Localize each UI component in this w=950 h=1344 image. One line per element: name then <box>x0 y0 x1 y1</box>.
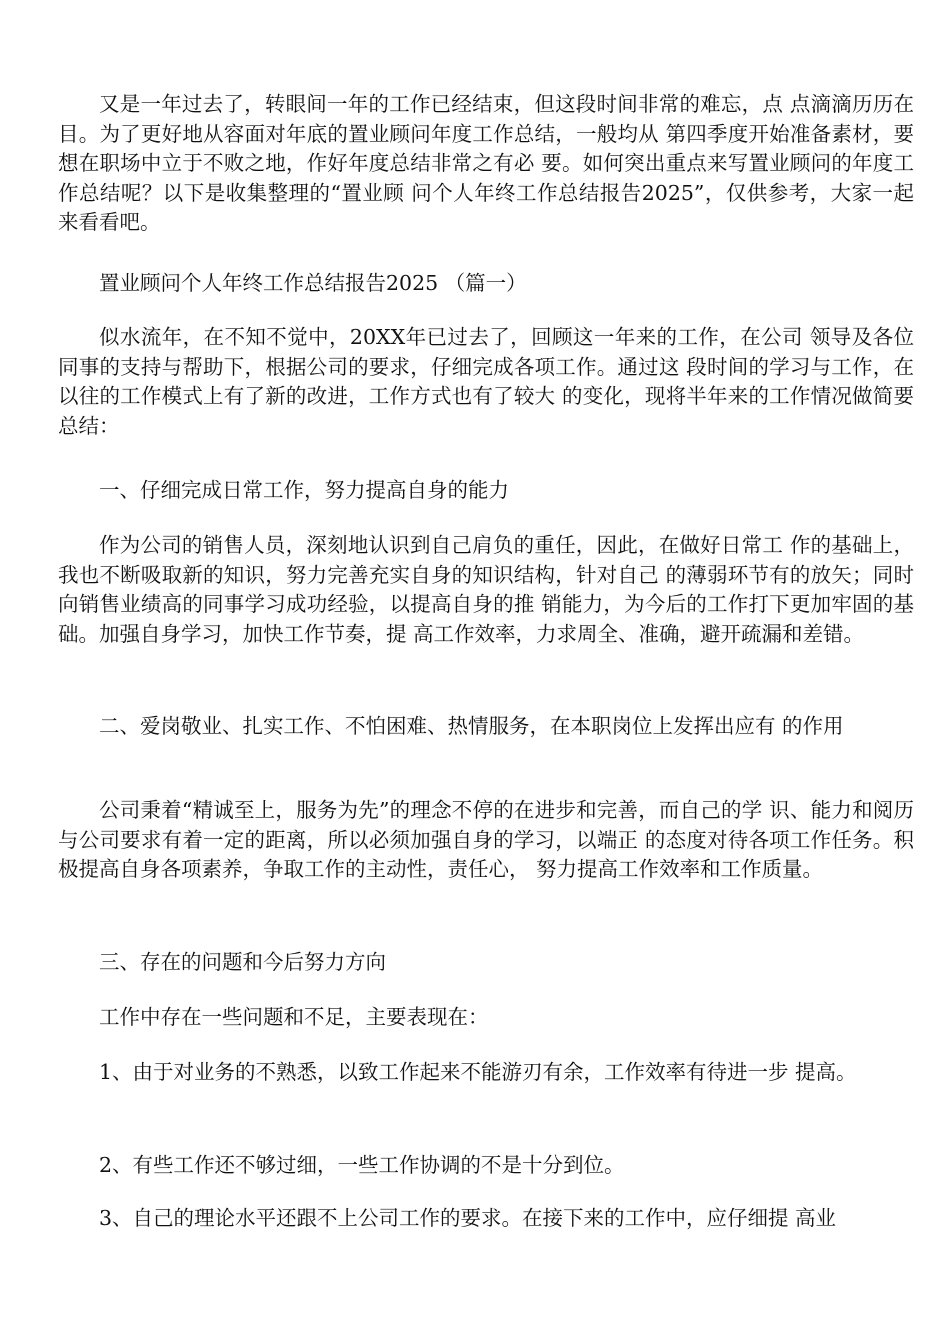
list-item-2: 2、有些工作还不够过细，一些工作协调的不是十分到位。 <box>99 1153 625 1177</box>
section-heading-2: 二、爱岗敬业、扎实工作、不怕困难、热情服务，在本职岗位上发挥出应有 的作用 <box>99 714 844 738</box>
list-item-1: 1、由于对业务的不熟悉，以致工作起来不能游刃有余，工作效率有待进一步 提高。 <box>99 1060 857 1084</box>
article-title: 置业顾问个人年终工作总结报告2025 （篇一） <box>99 271 527 295</box>
body-paragraph: 似水流年，在不知不觉中，20XX年已过去了，回顾这一年来的工作，在公司 领导及各位同事的支持与帮助下，根据公司的要求，仔细完成各项工作。通过这 段时间的学习与工作，在以往的工作模式上有了新的改进，工作方式也有了较大 的变化，现将半年来的工作情况做简要总结： <box>58 325 914 438</box>
document-page <box>58 0 914 1344</box>
body-paragraph: 工作中存在一些问题和不足，主要表现在： <box>99 1005 489 1029</box>
section-heading-3: 三、存在的问题和今后努力方向 <box>99 950 386 974</box>
intro-paragraph: 又是一年过去了，转眼间一年的工作已经结束，但这段时间非常的难忘，点 点滴滴历历在目。为了更好地从容面对年底的置业顾问年度工作总结，一般均从 第四季度开始准备素材，要想在职场中立于不败之地，作好年度总结非常之有必 要。如何突出重点来写置业顾问的年度工作总结呢？以下是收集整理的“置业顾 问个人年终工作总结报告2025”，仅供参考，大家一起来看看吧。 <box>58 92 914 234</box>
section-heading-1: 一、仔细完成日常工作，努力提高自身的能力 <box>99 478 509 502</box>
list-item-3: 3、自己的理论水平还跟不上公司工作的要求。在接下来的工作中，应仔细提 高业 <box>99 1206 837 1230</box>
body-paragraph: 作为公司的销售人员，深刻地认识到自己肩负的重任，因此，在做好日常工 作的基础上，我也不断吸取新的知识，努力完善充实自身的知识结构，针对自己 的薄弱环节有的放矢；同时向销售业绩高的同事学习成功经验，以提高自身的推 销能力，为今后的工作打下更加牢固的基础。加强自身学习，加快工作节奏，提 高工作效率，力求周全、准确，避开疏漏和差错。 <box>58 533 914 646</box>
body-paragraph: 公司秉着“精诚至上，服务为先”的理念不停的在进步和完善，而自己的学 识、能力和阅历与公司要求有着一定的距离，所以必须加强自身的学习，以端正 的态度对待各项工作任务。积极提高自身各项素养，争取工作的主动性，责任心， 努力提高工作效率和工作质量。 <box>58 798 914 881</box>
